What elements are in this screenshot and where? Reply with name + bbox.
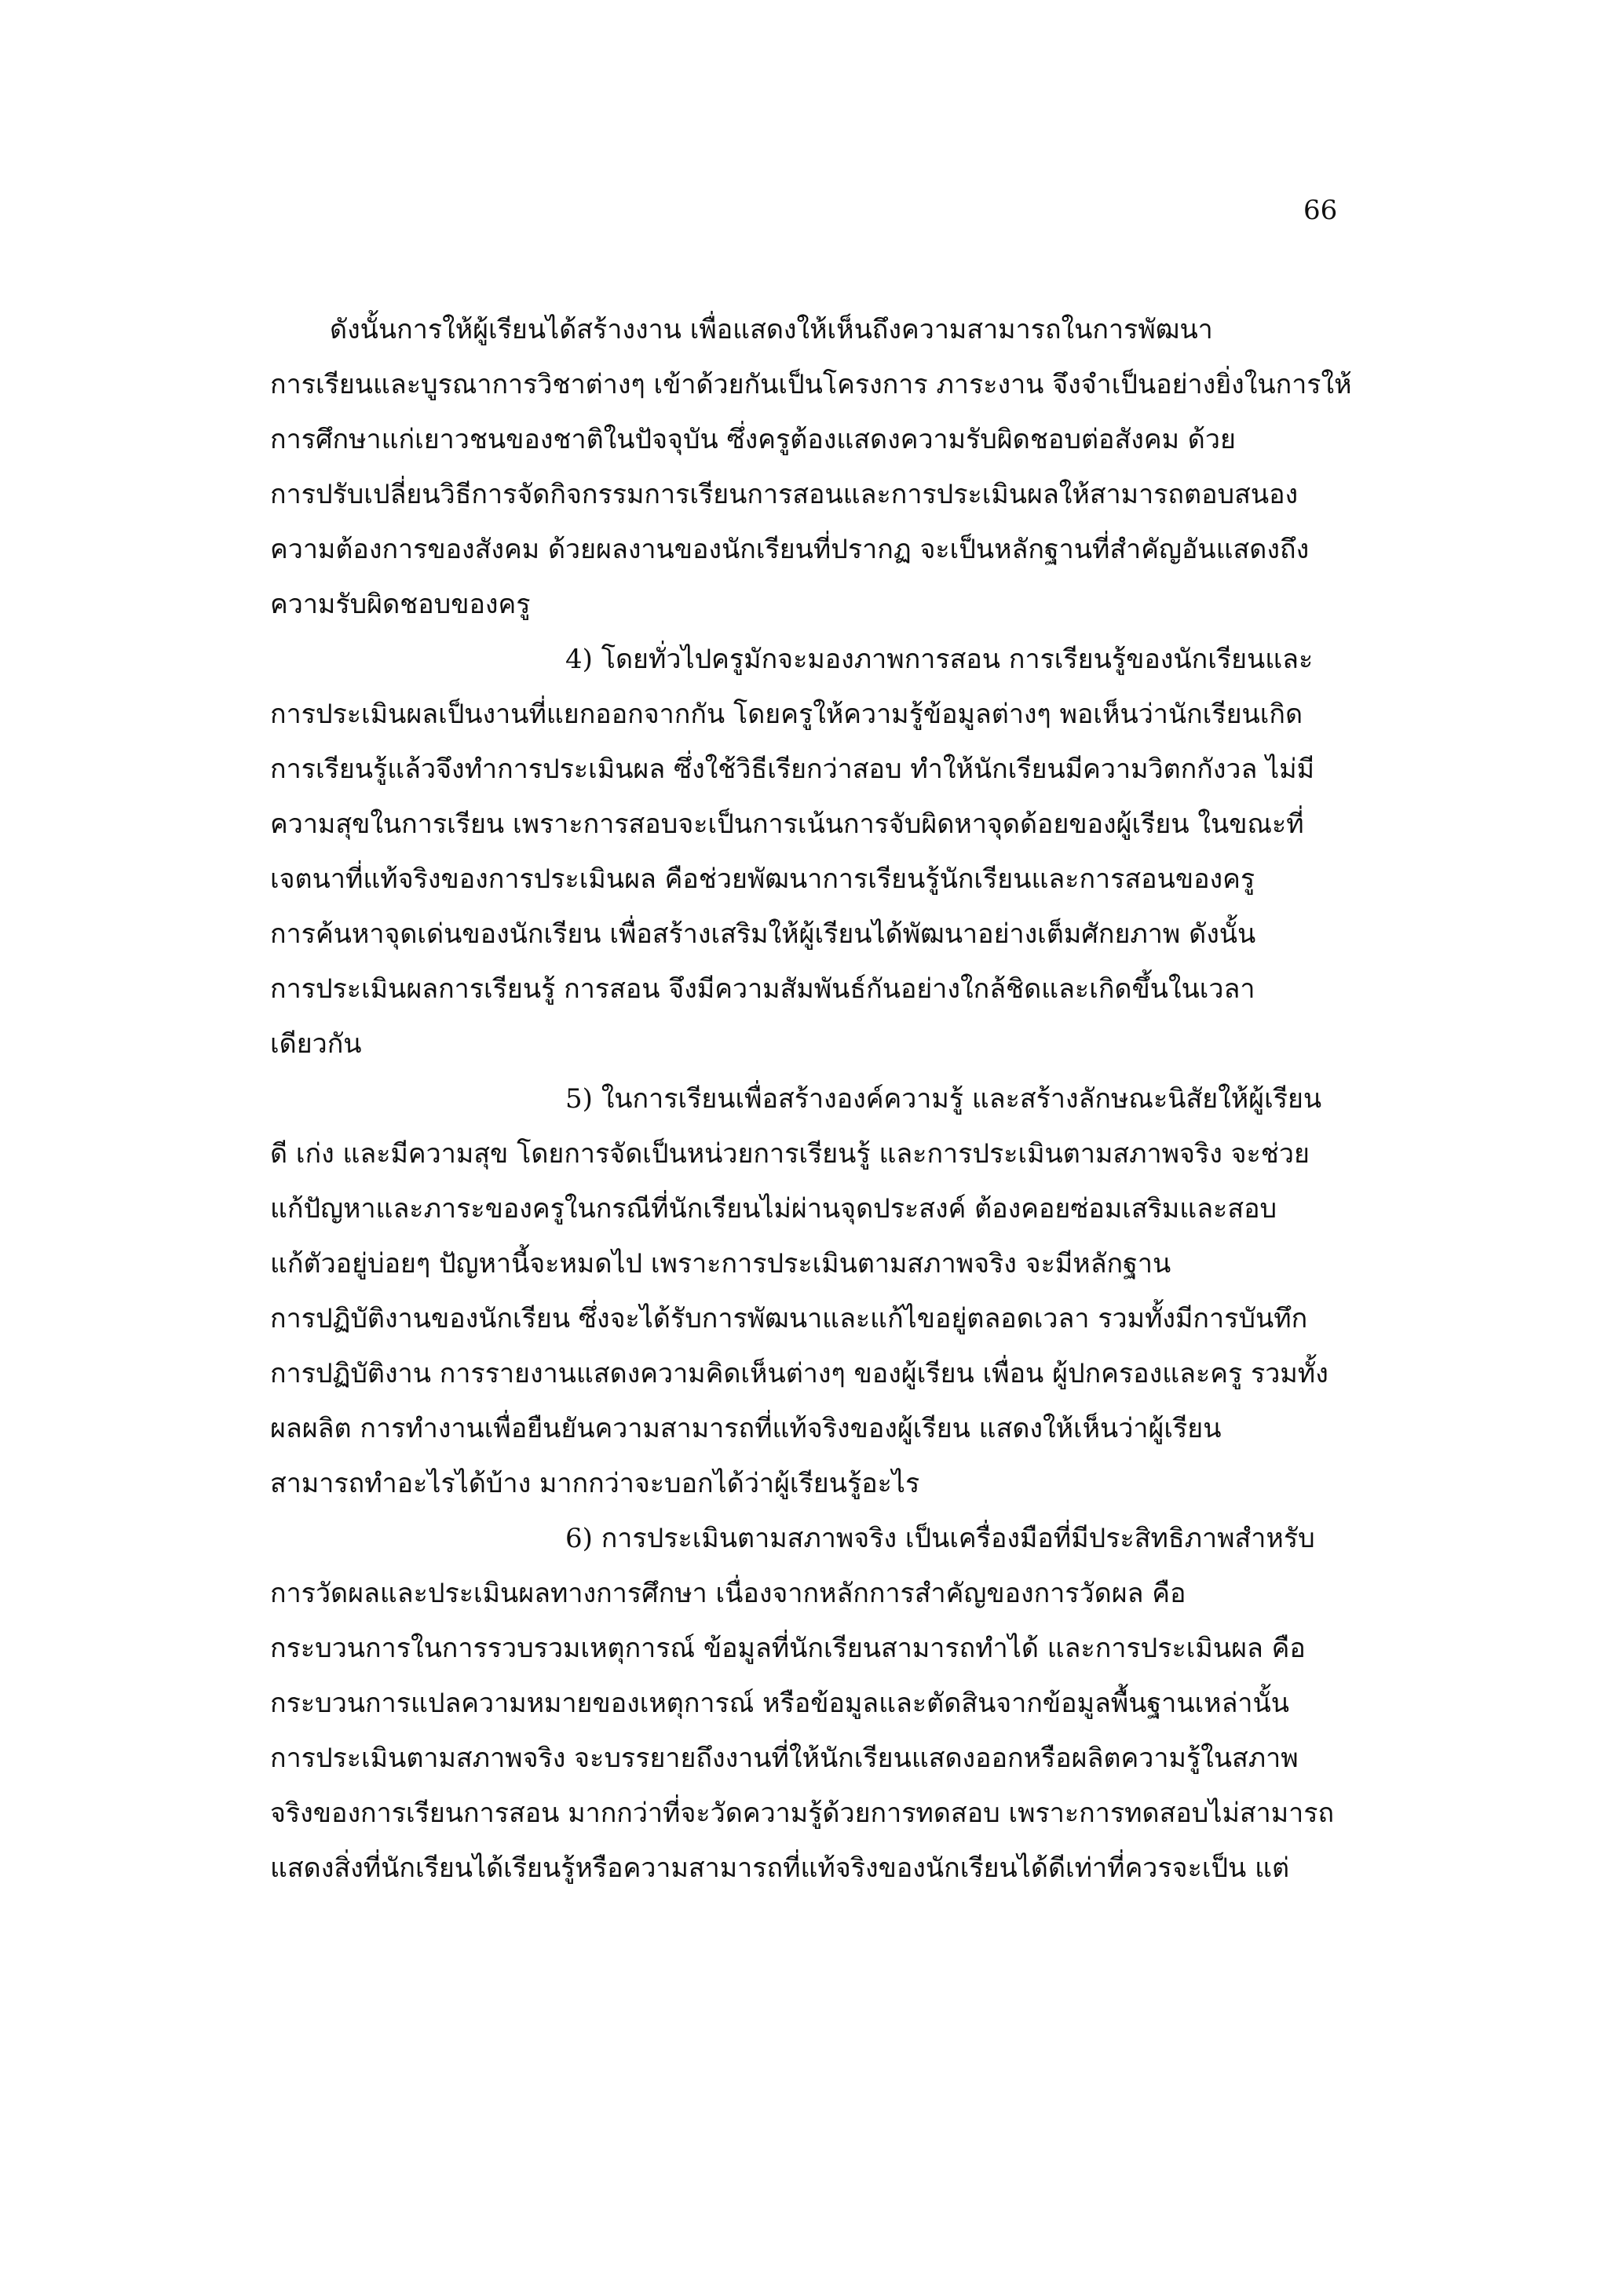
paragraph-line: การเรียนและบูรณาการวิชาต่างๆ เข้าด้วยกันเป็นโครงการ ภาระงาน จึงจำเป็นอย่างยิ่งในการให้ <box>270 369 1352 400</box>
paragraph-line: จริงของการเรียนการสอน มากกว่าที่จะวัดความรู้ด้วยการทดสอบ เพราะการทดสอบไม่สามารถ <box>270 1798 1335 1829</box>
list-item-4-heading: 4) โดยทั่วไปครูมักจะมองภาพการสอน การเรียนรู้ของนักเรียนและ <box>565 644 1314 675</box>
paragraph-line: แก้ปัญหาและภาระของครูในกรณีที่นักเรียนไม่ผ่านจุดประสงค์ ต้องคอยซ่อมเสริมและสอบ <box>270 1193 1277 1225</box>
paragraph-line: ความรับผิดชอบของครู <box>270 589 531 620</box>
paragraph-line: แสดงสิ่งที่นักเรียนได้เรียนรู้หรือความสามารถที่แท้จริงของนักเรียนได้ดีเท่าที่ควรจะเป็น แต่ <box>270 1852 1290 1884</box>
paragraph-line: ดี เก่ง และมีความสุข โดยการจัดเป็นหน่วยการเรียนรู้ และการประเมินตามสภาพจริง จะช่วย <box>270 1138 1310 1170</box>
paragraph-line: การประเมินตามสภาพจริง จะบรรยายถึงงานที่ให้นักเรียนแสดงออกหรือผลิตความรู้ในสภาพ <box>270 1743 1299 1774</box>
paragraph-line: การประเมินผลการเรียนรู้ การสอน จึงมีความสัมพันธ์กันอย่างใกล้ชิดและเกิดขึ้นในเวลา <box>270 973 1255 1005</box>
list-item-5-heading: 5) ในการเรียนเพื่อสร้างองค์ความรู้ และสร้างลักษณะนิสัยให้ผู้เรียน <box>565 1083 1322 1115</box>
paragraph-line: สามารถทำอะไรได้บ้าง มากกว่าจะบอกได้ว่าผู้เรียนรู้อะไร <box>270 1468 920 1499</box>
paragraph-line: ความสุขในการเรียน เพราะการสอบจะเป็นการเน้นการจับผิดหาจุดด้อยของผู้เรียน ในขณะที่ <box>270 809 1304 840</box>
paragraph-line: แก้ตัวอยู่บ่อยๆ ปัญหานี้จะหมดไป เพราะการประเมินตามสภาพจริง จะมีหลักฐาน <box>270 1248 1171 1279</box>
paragraph-line: การศึกษาแก่เยาวชนของชาติในปัจจุบัน ซึ่งครูต้องแสดงความรับผิดชอบต่อสังคม ด้วย <box>270 424 1236 455</box>
paragraph-line: กระบวนการแปลความหมายของเหตุการณ์ หรือข้อมูลและตัดสินจากข้อมูลพื้นฐานเหล่านั้น <box>270 1688 1290 1719</box>
paragraph-line: การค้นหาจุดเด่นของนักเรียน เพื่อสร้างเสริมให้ผู้เรียนได้พัฒนาอย่างเต็มศักยภาพ ดังนั้น <box>270 918 1256 950</box>
paragraph-line: ความต้องการของสังคม ด้วยผลงานของนักเรียนที่ปรากฏ จะเป็นหลักฐานที่สำคัญอันแสดงถึง <box>270 534 1310 565</box>
paragraph-line: เจตนาที่แท้จริงของการประเมินผล คือช่วยพัฒนาการเรียนรู้นักเรียนและการสอนของครู <box>270 863 1255 895</box>
paragraph-line: ผลผลิต การทำงานเพื่อยืนยันความสามารถที่แท้จริงของผู้เรียน แสดงให้เห็นว่าผู้เรียน <box>270 1413 1222 1444</box>
paragraph-line: เดียวกัน <box>270 1028 362 1060</box>
paragraph-line: การวัดผลและประเมินผลทางการศึกษา เนื่องจากหลักการสำคัญของการวัดผล คือ <box>270 1578 1186 1609</box>
page-number: 66 <box>1303 195 1338 226</box>
paragraph-line: การปรับเปลี่ยนวิธีการจัดกิจกรรมการเรียนการสอนและการประเมินผลให้สามารถตอบสนอง <box>270 479 1299 510</box>
paragraph-line: การประเมินผลเป็นงานที่แยกออกจากกัน โดยครูให้ความรู้ข้อมูลต่างๆ พอเห็นว่านักเรียนเกิด <box>270 699 1303 730</box>
paragraph-line: การปฏิบัติงานของนักเรียน ซึ่งจะได้รับการพัฒนาและแก้ไขอยู่ตลอดเวลา รวมทั้งมีการบันทึก <box>270 1303 1308 1334</box>
paragraph-line: ดังนั้นการให้ผู้เรียนได้สร้างงาน เพื่อแสดงให้เห็นถึงความสามารถในการพัฒนา <box>330 314 1213 345</box>
paragraph-line: กระบวนการในการรวบรวมเหตุการณ์ ข้อมูลที่นักเรียนสามารถทำได้ และการประเมินผล คือ <box>270 1633 1306 1664</box>
paragraph-line: การเรียนรู้แล้วจึงทำการประเมินผล ซึ่งใช้วิธีเรียกว่าสอบ ทำให้นักเรียนมีความวิตกกังวล ไม่มี <box>270 754 1315 785</box>
list-item-6-heading: 6) การประเมินตามสภาพจริง เป็นเครื่องมือที่มีประสิทธิภาพสำหรับ <box>565 1523 1315 1554</box>
paragraph-line: การปฏิบัติงาน การรายงานแสดงความคิดเห็นต่างๆ ของผู้เรียน เพื่อน ผู้ปกครองและครู รวมทั้ง <box>270 1358 1328 1389</box>
